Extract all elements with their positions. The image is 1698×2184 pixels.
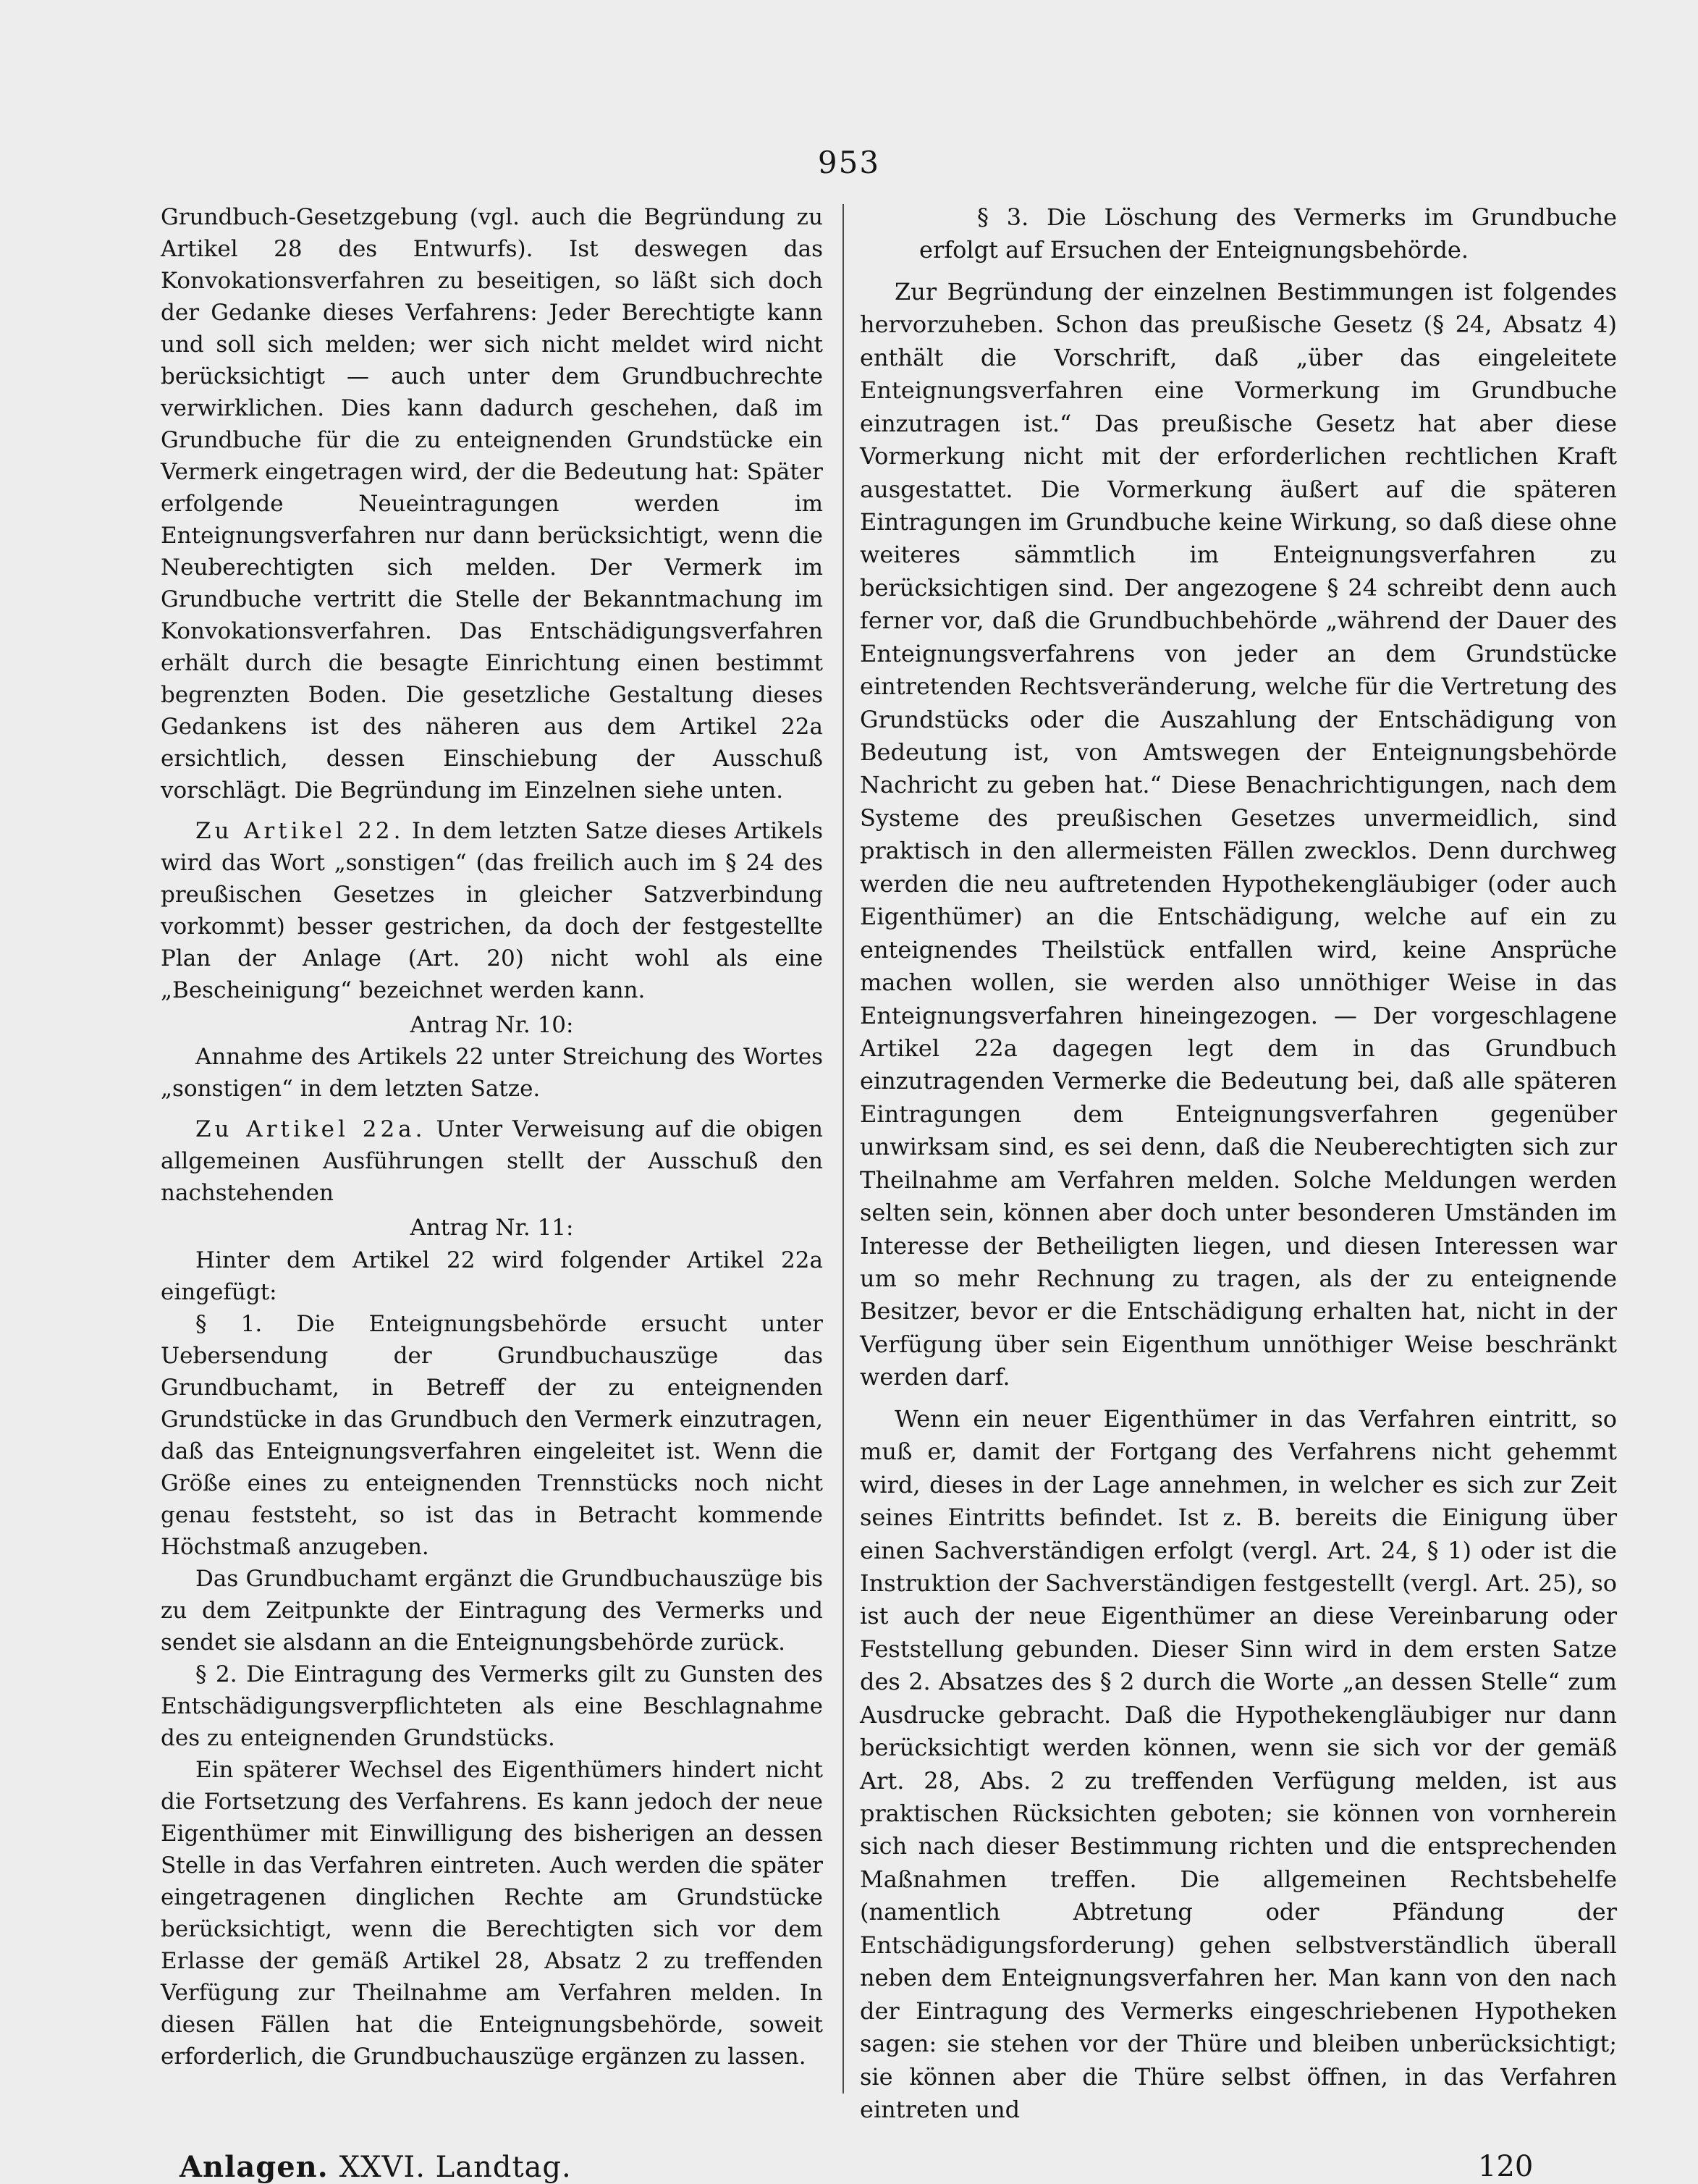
paragraph: Das Grundbuchamt ergänzt die Grundbuchauszüge bis zu dem Zeitpunkte der Eintragung des Vermerks und sendet sie alsdann an die Enteignungsbehörde zurück. — [161, 1565, 823, 1656]
column-divider — [842, 204, 844, 2094]
paragraph-section-1: § 1. Die Enteignungsbehörde ersucht unter Uebersendung der Grundbuchauszüge das Grundbuchamt, in Betreff der zu enteignenden Grundstücke in das Grundbuch den Vermerk einzutragen, daß das Enteignungsverfahren eingeleitet ist. Wenn die Größe eines zu enteignenden Trennstücks noch nicht genau feststeht, so ist das in Betracht kommende Höchstmaß anzugeben. — [161, 1310, 823, 1560]
footer-sheet-number: 120 — [1478, 2150, 1534, 2183]
paragraph: Zu Artikel 22a. Unter Verweisung auf die obigen allgemeinen Ausführungen stellt der Ausschuß den nachstehenden — [161, 1116, 823, 1207]
paragraph: Wenn ein neuer Eigenthümer in das Verfahren eintritt, so muß er, damit der Fortgang des Verfahrens nicht gehemmt wird, dieses in der Lage annehmen, in welcher es sich zur Zeit seines Eintritts befindet. Ist z. B. bereits die Einigung über einen Sachverständigen erfolgt (vergl. Art. 24, § 1) oder ist die Instruktion der Sachverständigen festgestellt (vergl. Art. 25), so ist auch der neue Eigenthümer an diese Vereinbarung oder Feststellung gebunden. Dieser Sinn wird in dem ersten Satze des 2. Absatzes des § 2 durch die Worte „an dessen Stelle“ zum Ausdrucke gebracht. Daß die Hypothekengläubiger nur dann berücksichtigt werden können, wenn sie sich vor der gemäß Art. 28, Abs. 2 zu treffenden Verfügung melden, ist aus praktischen Rücksichten geboten; sie können von vornherein sich nach dieser Bestimmung richten und die entsprechenden Maßnahmen treffen. Die allgemeinen Rechtsbehelfe (namentlich Abtretung oder Pfändung der Entschädigungsforderung) gehen selbstverständlich überall neben dem Enteignungsverfahren her. Man kann von den nach der Eintragung des Vermerks eingeschriebenen Hypotheken sagen: sie stehen vor der Thüre und bleiben unberücksichtigt; sie können aber die Thüre selbst öffnen, in das Verfahren eintreten und — [860, 1404, 1617, 2123]
paragraph: Hinter dem Artikel 22 wird folgender Artikel 22a eingefügt: — [161, 1247, 823, 1305]
footer-label: Anlagen. XXVI. Landtag. — [179, 2150, 572, 2184]
section-heading-art22a: Zu Artikel 22a. — [195, 1116, 426, 1143]
right-column — [860, 201, 1617, 2126]
left-column — [161, 201, 823, 2073]
paragraph: Annahme des Artikels 22 unter Streichung des Wortes „sonstigen“ in dem letzten Satze. — [161, 1044, 823, 1102]
page-number: 953 — [817, 145, 881, 180]
paragraph: Ein späterer Wechsel des Eigenthümers hindert nicht die Fortsetzung des Verfahrens. Es kann jedoch der neue Eigenthümer mit Einwilligung des bisherigen an dessen Stelle in das Verfahren eintreten. Auch werden die später eingetragenen dinglichen Rechte am Grundstücke berücksichtigt, wenn die Berechtigten sich vor dem Erlasse der gemäß Artikel 28, Absatz 2 zu treffenden Verfügung zur Theilnahme am Verfahren melden. In diesen Fällen hat die Enteignungsbehörde, soweit erforderlich, die Grundbuchauszüge ergänzen zu lassen. — [161, 1756, 823, 2070]
paragraph: Grundbuch-Gesetzgebung (vgl. auch die Begründung zu Artikel 28 des Entwurfs). Ist deswegen das Konvokationsverfahren zu beseitigen, so läßt sich doch der Gedanke dieses Verfahrens: Jeder Berechtigte kann und soll sich melden; wer sich nicht meldet wird nicht berücksichtigt — auch unter dem Grundbuchrechte verwirklichen. Dies kann dadurch geschehen, daß im Grundbuche für die zu enteignenden Grundstücke ein Vermerk eingetragen wird, der die Bedeutung hat: Später erfolgende Neueintragungen werden im Enteignungsverfahren nur dann berücksichtigt, wenn die Neuberechtigten sich melden. Der Vermerk im Grundbuche vertritt die Stelle der Bekanntmachung im Konvokationsverfahren. Das Entschädigungsverfahren erhält durch die besagte Einrichtung einen bestimmt begrenzten Boden. Die gesetzliche Gestaltung dieses Gedankens ist des näheren aus dem Artikel 22a ersichtlich, dessen Einschiebung der Ausschuß vorschlägt. Die Begründung im Einzelnen siehe unten. — [161, 204, 823, 804]
paragraph-section-3: § 3. Die Löschung des Vermerks im Grundbuche erfolgt auf Ersuchen der Enteignungsbehörde. — [919, 203, 1617, 264]
antrag-heading-10: Antrag Nr. 10: — [410, 1012, 574, 1039]
paragraph: Zur Begründung der einzelnen Bestimmungen ist folgendes hervorzuheben. Schon das preußische Gesetz (§ 24, Absatz 4) enthält die Vorschrift, daß „über das eingeleitete Enteignungsverfahren eine Vormerkung im Grundbuche einzutragen ist.“ Das preußische Gesetz hat aber diese Vormerkung nicht mit der erforderlichen rechtlichen Kraft ausgestattet. Die Vormerkung äußert auf die späteren Eintragungen im Grundbuche keine Wirkung, so daß diese ohne weiteres sämmtlich im Enteignungsverfahren zu berücksichtigen sind. Der angezogene § 24 schreibt denn auch ferner vor, daß die Grundbuchbehörde „während der Dauer des Enteignungsverfahrens von jeder an dem Grundstücke eintretenden Rechtsveränderung, welche für die Vertretung des Grundstücks oder die Auszahlung der Entschädigung von Bedeutung ist, von Amtswegen der Enteignungsbehörde Nachricht zu geben hat.“ Diese Benachrichtigungen, nach dem Systeme des preußischen Gesetzes unvermeidlich, sind praktisch in den allermeisten Fällen zwecklos. Denn durchweg werden die neu auftretenden Hypothekengläubiger (oder auch Eigenthümer) an die Entschädigung, welche auf ein zu enteignendes Theilstück entfallen wird, keine Ansprüche machen wollen, sie werden also unnöthiger Weise in das Enteignungsverfahren hineingezogen. — Der vorgeschlagene Artikel 22a dagegen legt dem in das Grundbuch einzutragenden Vermerke die Bedeutung bei, daß alle späteren Eintragungen dem Enteignungsverfahren gegenüber unwirksam sind, es sei denn, daß die Neuberechtigten sich zur Theilnahme am Verfahren melden. Solche Meldungen werden selten sein, können aber doch unter besonderen Umständen im Interesse der Betheiligten liegen, und diesen Interessen war um so mehr Rechnung zu tragen, als der zu enteignende Besitzer, bevor er die Entschädigung erhalten hat, nicht in der Verfügung über sein Eigenthum unnöthiger Weise beschränkt werden darf. — [860, 277, 1617, 1391]
antrag-heading-11: Antrag Nr. 11: — [410, 1215, 574, 1241]
paragraph: Zu Artikel 22. In dem letzten Satze dieses Artikels wird das Wort „sonstigen“ (das freilich auch im § 24 des preußischen Gesetzes in gleicher Satzverbindung vorkommt) besser gestrichen, da doch der festgestellte Plan der Anlage (Art. 20) nicht wohl als eine „Bescheinigung“ bezeichnet werden kann. — [161, 818, 823, 1004]
section-heading-art22: Zu Artikel 22. — [195, 818, 405, 845]
paragraph-section-2: § 2. Die Eintragung des Vermerks gilt zu Gunsten des Entschädigungsverpflichteten als eine Beschlagnahme des zu enteignenden Grundstücks. — [161, 1661, 823, 1751]
